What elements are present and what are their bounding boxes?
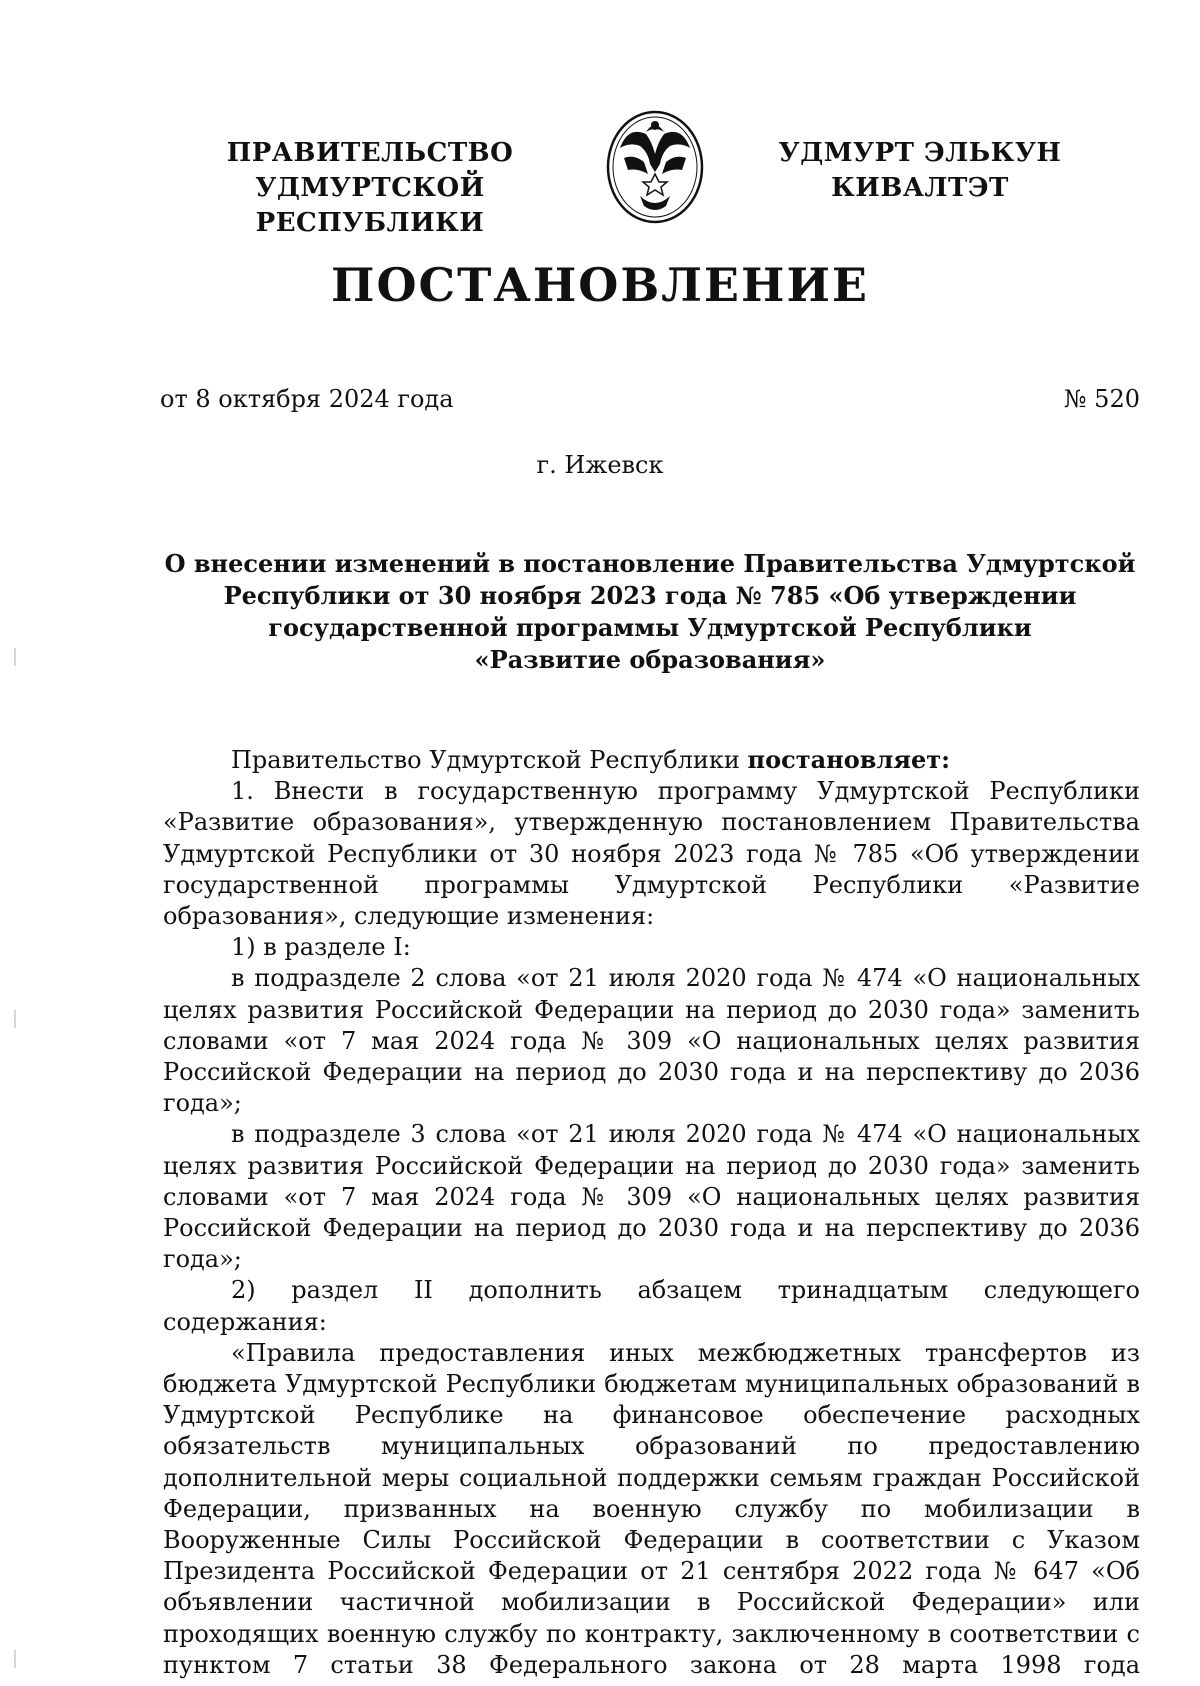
body-intro bbox=[163, 744, 1140, 776]
body-paragraph-4: в подразделе 3 слова «от 21 июля 2020 года № 474 «О национальных целях развития Российской Федерации на период до 2030 года» заменить словами «от 7 мая 2024 года № 309 «О национальных целях развития Российской Федерации на период до 2030 года и на перспективу до 2036 года»; bbox=[163, 1120, 1140, 1274]
document-body bbox=[163, 744, 1140, 1681]
coat-of-arms-emblem bbox=[600, 108, 710, 226]
issuer-name-russian bbox=[150, 136, 590, 241]
document-type-title: ПОСТАНОВЛЕНИЕ bbox=[331, 258, 869, 312]
issuer-udm-line-2: КИВАЛТЭТ bbox=[831, 173, 1009, 203]
body-paragraph-2: 1) в разделе I: bbox=[231, 933, 411, 962]
body-paragraph-6: «Правила предоставления иных межбюджетных трансфертов из бюджета Удмуртской Республики бюджетам муниципальных образований в Удмуртской Республике на финансовое обеспечение расходных обязательств муниципальных образований по предоставлению дополнительной меры социальной поддержки семьям граждан Российской Федерации, призванных на военную службу по мобилизации в Вооруженные Силы Российской Федерации в соответствии с Указом Президента Российской Федерации от 21 сентября 2022 года № 647 «Об объявлении частичной мобилизации в Российской Федерации» или проходящих военную службу по контракту, заключенному в соответствии с пунктом 7 статьи 38 Федерального закона от 28 марта 1998 года bbox=[163, 1338, 1140, 1679]
body-paragraph-5: 2) раздел II дополнить абзацем тринадцатым следующего содержания: bbox=[163, 1276, 1140, 1336]
issuer-ru-line-1: ПРАВИТЕЛЬСТВО bbox=[226, 138, 514, 168]
document-date: от 8 октября 2024 года bbox=[160, 385, 454, 413]
document-subject bbox=[160, 548, 1140, 676]
issuer-name-udmurt bbox=[770, 136, 1070, 206]
scan-artifact bbox=[14, 1010, 16, 1028]
subject-line-2: Республики от 30 ноября 2023 года № 785 «Об утверждении bbox=[223, 581, 1077, 610]
body-paragraph-3: в подразделе 2 слова «от 21 июля 2020 года № 474 «О национальных целях развития Российской Федерации на период до 2030 года» заменить словами «от 7 мая 2024 года № 309 «О национальных целях развития Российской Федерации на период до 2030 года и на перспективу до 2036 года»; bbox=[163, 964, 1140, 1118]
intro-decree-word: постановляет: bbox=[747, 745, 951, 774]
scan-artifact bbox=[14, 648, 16, 666]
issuer-ru-line-2: УДМУРТСКОЙ РЕСПУБЛИКИ bbox=[255, 173, 485, 238]
document-number: № 520 bbox=[1063, 385, 1140, 413]
intro-text: Правительство Удмуртской Республики bbox=[231, 746, 748, 774]
body-paragraph-1: 1. Внести в государственную программу Удмуртской Республики «Развитие образования», утвержденную постановлением Правительства Удмуртской Республики от 30 ноября 2023 года № 785 «Об утверждении государственной программы Удмуртской Республики «Развитие образования», следующие изменения: bbox=[163, 777, 1140, 931]
document-city: г. Ижевск bbox=[536, 451, 664, 479]
subject-line-1: О внесении изменений в постановление Правительства Удмуртской bbox=[164, 549, 1136, 578]
scan-artifact bbox=[14, 1650, 16, 1668]
emblem-graphic bbox=[600, 108, 710, 226]
subject-line-3: государственной программы Удмуртской Республики bbox=[268, 613, 1032, 642]
issuer-udm-line-1: УДМУРТ ЭЛЬКУН bbox=[778, 138, 1062, 168]
subject-line-4: «Развитие образования» bbox=[474, 645, 826, 674]
